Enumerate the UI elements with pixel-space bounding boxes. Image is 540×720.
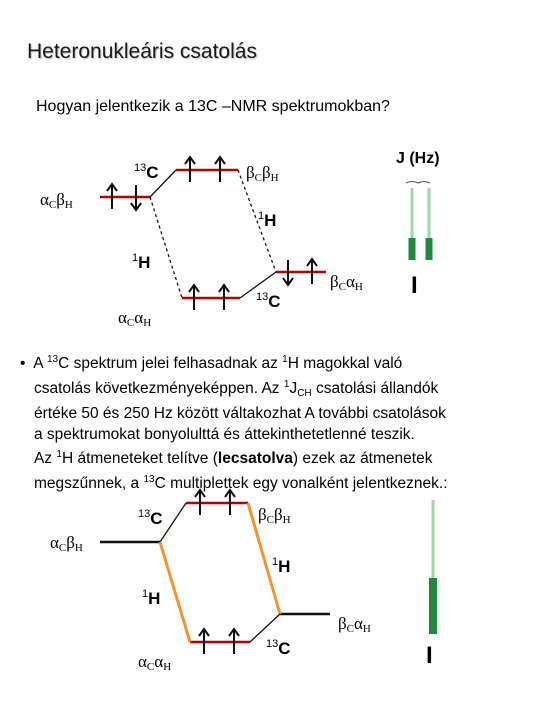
paragraph-line-5: Az $^1$H átmeneteket telítve (lecsatolva) ezek az átmenetek — [34, 449, 433, 467]
paragraph-line-2: csatolás következményeképpen. Az $^1J_{CH}$ csatolási állandók — [34, 378, 439, 399]
transition-label-h1-left: $^1$H — [132, 252, 151, 272]
transition-label-h1-right-2: $^1$H — [272, 556, 291, 576]
page-title: Heteronukleáris csatolás — [27, 40, 257, 63]
spectrum-line-marker-1: I — [411, 272, 418, 299]
state-label-bcah-2: $\beta_C\alpha_H$ — [338, 614, 371, 635]
transition-label-h1-left-2: $^1$H — [142, 588, 161, 608]
transition-label-c13-top-2: $^{13}$C — [138, 508, 163, 528]
state-label-acbh: $\alpha_C\beta_H$ — [40, 190, 73, 211]
state-label-bcah: $\beta_C\alpha_H$ — [330, 272, 363, 293]
explanation-paragraph — [20, 350, 525, 494]
doublet-spectrum — [406, 182, 433, 261]
transition-label-c13-bottom: $^{13}$C — [256, 291, 281, 311]
paragraph-line-4: a spektrumokat bonyolulttá és áttekinthetetlenné teszik. — [34, 425, 415, 443]
paragraph-line-6: megszűnnek, a $^{13}$C multiplettek egy vonalként jelentkeznek.: — [34, 473, 448, 492]
transition-label-h1-right: $^1$H — [258, 210, 277, 230]
state-label-acbh-2: $\alpha_C\beta_H$ — [50, 533, 83, 554]
spectrum-line-marker-2: I — [426, 642, 433, 669]
transition-label-c13-top: $^{13}$C — [134, 162, 159, 182]
singlet-spectrum — [429, 500, 437, 634]
paragraph-line-3: értéke 50 és 250 Hz között váltakozhat A további csatolások — [34, 405, 446, 422]
state-label-acah-2: $\alpha_C\alpha_H$ — [138, 652, 172, 673]
state-label-bcbh: $\beta_C\beta_H$ — [246, 163, 279, 184]
paragraph-line-1: • A $^{13}$C spektrum jelei felhasadnak az $^1$H magokkal való — [20, 354, 403, 372]
page-subtitle: Hogyan jelentkezik a 13C –NMR spektrumokban? — [36, 98, 390, 115]
decoupled-transition-left — [160, 542, 190, 642]
transition-label-c13-bottom-2: $^{13}$C — [266, 638, 291, 658]
transition-h1-left — [150, 197, 182, 298]
state-label-acah: $\alpha_C\alpha_H$ — [118, 308, 152, 329]
state-label-bcbh-2: $\beta_C\beta_H$ — [258, 505, 291, 526]
coupling-constant-label: J (Hz) — [396, 150, 440, 167]
